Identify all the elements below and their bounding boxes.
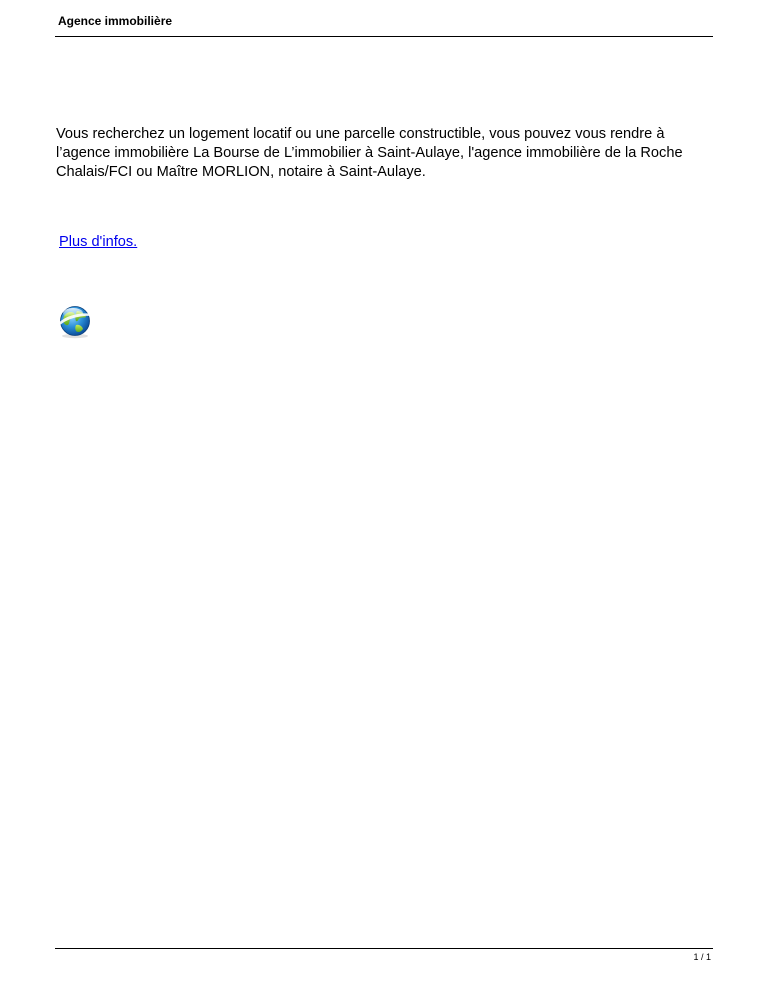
globe-icon[interactable] — [56, 305, 94, 339]
body-paragraph: Vous recherchez un logement locatif ou une parcelle constructible, vous pouvez vous rendre à l’agence immobilière La Bourse de L’immobilier à Saint-Aulaye, l'agence immobilière de la Roche Chalais/FCI ou Maître MORLION, notaire à Saint-Aulaye. — [56, 126, 683, 180]
page-footer — [55, 948, 713, 962]
page-header — [55, 0, 713, 37]
page-title: Agence immobilière — [58, 14, 173, 28]
more-info-link[interactable]: Plus d'infos. — [59, 234, 138, 250]
page-number: 1 / 1 — [693, 952, 711, 962]
